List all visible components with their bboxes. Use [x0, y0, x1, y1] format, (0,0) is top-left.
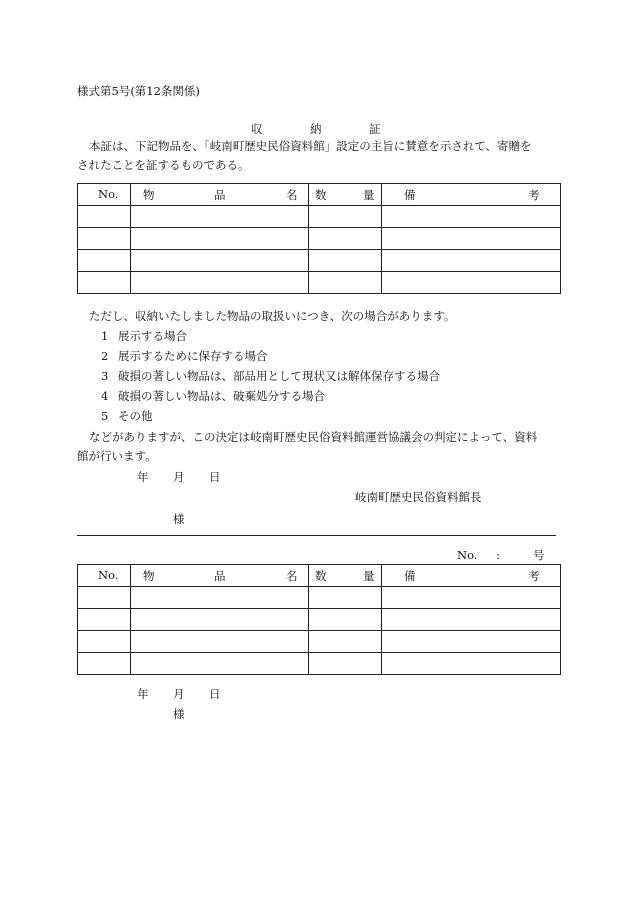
- header-remarks-char-1: 備: [404, 569, 416, 583]
- table-row: [78, 609, 561, 631]
- table-row: [78, 272, 561, 294]
- case-2-number: 2: [101, 349, 109, 363]
- row-1-no[interactable]: [78, 206, 131, 228]
- handling-notice: ただし、収納いたしました物品の取扱いにつき、次の場合があります。: [89, 309, 456, 323]
- header-quantity: [309, 184, 382, 206]
- row-4-item-name[interactable]: [131, 653, 309, 675]
- header-remarks: [382, 184, 561, 206]
- case-4-number: 4: [101, 389, 109, 403]
- row-1-remarks[interactable]: [382, 206, 561, 228]
- table-row: [78, 587, 561, 609]
- row-1-item-name[interactable]: [131, 587, 309, 609]
- header-item-name-char-2: 品: [214, 188, 226, 202]
- row-1-quantity[interactable]: [309, 587, 382, 609]
- case-1-text: 展示する場合: [118, 329, 187, 343]
- stub-number-suffix: 号: [533, 548, 545, 562]
- row-4-quantity[interactable]: [309, 272, 382, 294]
- receipt-items-table: [77, 183, 561, 294]
- stub-date-day-label: 日: [209, 687, 221, 701]
- table-row: [78, 228, 561, 250]
- header-item-name-char-3: 名: [286, 188, 298, 202]
- header-remarks-char-2: 考: [528, 569, 540, 583]
- row-3-no[interactable]: [78, 631, 131, 653]
- header-no: [78, 565, 131, 587]
- row-2-no[interactable]: [78, 609, 131, 631]
- row-1-quantity[interactable]: [309, 206, 382, 228]
- row-2-item-name[interactable]: [131, 228, 309, 250]
- row-2-remarks[interactable]: [382, 609, 561, 631]
- row-4-item-name[interactable]: [131, 272, 309, 294]
- row-1-no[interactable]: [78, 587, 131, 609]
- header-no-label: No.: [98, 187, 119, 201]
- header-remarks-char-1: 備: [404, 188, 416, 202]
- row-4-remarks[interactable]: [382, 653, 561, 675]
- receipt-title-char-2: 納: [310, 122, 322, 136]
- header-quantity-char-2: 量: [363, 188, 375, 202]
- table-header-row: [78, 565, 561, 587]
- recipient-honorific: 様: [173, 512, 185, 526]
- row-3-remarks[interactable]: [382, 631, 561, 653]
- row-3-no[interactable]: [78, 250, 131, 272]
- row-2-item-name[interactable]: [131, 609, 309, 631]
- stub-number-colon: :: [496, 548, 500, 562]
- row-1-remarks[interactable]: [382, 587, 561, 609]
- row-2-no[interactable]: [78, 228, 131, 250]
- table-header-row: [78, 184, 561, 206]
- stub-recipient-honorific: 様: [173, 707, 185, 721]
- table-row: [78, 206, 561, 228]
- row-3-remarks[interactable]: [382, 250, 561, 272]
- case-3-text: 破損の著しい物品は、部品用として現状又は解体保存する場合: [118, 369, 440, 383]
- row-4-no[interactable]: [78, 653, 131, 675]
- receipt-title-char-1: 収: [251, 122, 263, 136]
- date-month-label: 月: [173, 470, 185, 484]
- header-no: [78, 184, 131, 206]
- form-number: 様式第5号(第12条関係): [77, 84, 200, 98]
- row-4-remarks[interactable]: [382, 272, 561, 294]
- header-item-name: [131, 184, 309, 206]
- header-item-name-char-1: 物: [143, 188, 155, 202]
- table-row: [78, 653, 561, 675]
- date-year-label: 年: [137, 470, 149, 484]
- table-row: [78, 631, 561, 653]
- intro-text-line-1: 本証は、下記物品を、「岐南町歴史民俗資料館」設定の主旨に賛意を示されて、寄贈を: [89, 139, 532, 153]
- row-3-quantity[interactable]: [309, 250, 382, 272]
- header-item-name: [131, 565, 309, 587]
- header-no-label: No.: [98, 568, 119, 582]
- stub-date-month-label: 月: [173, 687, 185, 701]
- row-3-quantity[interactable]: [309, 631, 382, 653]
- case-3-number: 3: [101, 369, 109, 383]
- stub-number-label: No.: [457, 548, 478, 562]
- issuer-name: 岐南町歴史民俗資料館長: [355, 490, 482, 504]
- stub-items-table: [77, 564, 561, 675]
- header-item-name-char-1: 物: [143, 569, 155, 583]
- header-item-name-char-3: 名: [286, 569, 298, 583]
- section-divider: [77, 535, 556, 536]
- case-5-text: その他: [118, 409, 153, 423]
- date-day-label: 日: [209, 470, 221, 484]
- row-2-quantity[interactable]: [309, 609, 382, 631]
- case-5-number: 5: [101, 409, 109, 423]
- header-quantity-char-1: 数: [315, 188, 327, 202]
- row-2-quantity[interactable]: [309, 228, 382, 250]
- row-3-item-name[interactable]: [131, 631, 309, 653]
- header-quantity: [309, 565, 382, 587]
- header-quantity-char-2: 量: [363, 569, 375, 583]
- receipt-title-char-3: 証: [369, 122, 381, 136]
- header-item-name-char-2: 品: [214, 569, 226, 583]
- row-3-item-name[interactable]: [131, 250, 309, 272]
- closing-text-line-1: などがありますが、この決定は岐南町歴史民俗資料館運営協議会の判定によって、資料: [89, 430, 538, 444]
- stub-date-year-label: 年: [137, 687, 149, 701]
- header-remarks-char-2: 考: [528, 188, 540, 202]
- closing-text-line-2: 館が行います。: [77, 449, 157, 463]
- row-2-remarks[interactable]: [382, 228, 561, 250]
- case-4-text: 破損の著しい物品は、破棄処分する場合: [118, 389, 325, 403]
- table-row: [78, 250, 561, 272]
- intro-text-line-2: されたことを証するものである。: [77, 158, 250, 172]
- case-1-number: 1: [101, 329, 109, 343]
- row-4-no[interactable]: [78, 272, 131, 294]
- header-remarks: [382, 565, 561, 587]
- case-2-text: 展示するために保存する場合: [118, 349, 268, 363]
- row-1-item-name[interactable]: [131, 206, 309, 228]
- row-4-quantity[interactable]: [309, 653, 382, 675]
- header-quantity-char-1: 数: [315, 569, 327, 583]
